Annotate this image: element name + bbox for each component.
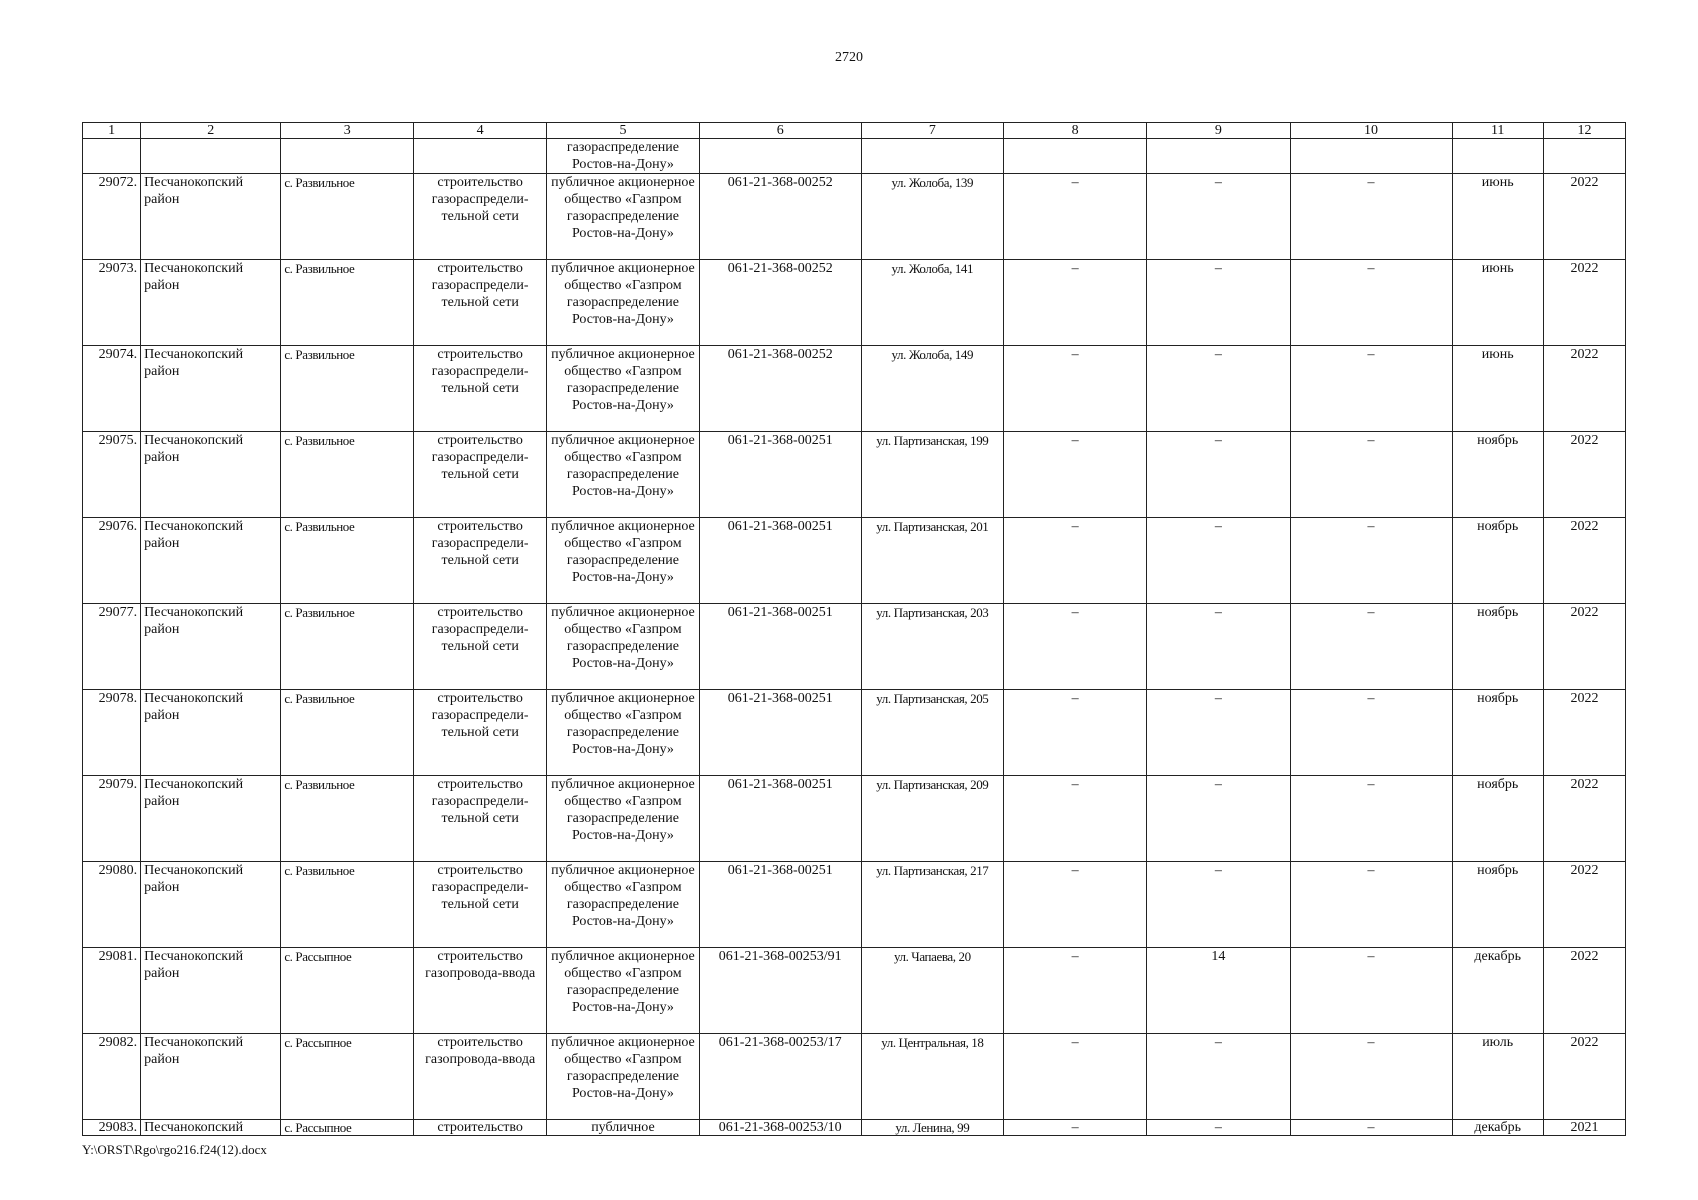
table-row <box>83 518 1626 604</box>
value-cell-8: – <box>1003 518 1146 604</box>
value-cell-10: – <box>1290 1034 1452 1120</box>
column-number-1: 1 <box>83 123 141 139</box>
table-body <box>83 139 1626 1136</box>
district-cell: Песчанокопский <box>141 1120 281 1136</box>
district-cell: Песчанокопский район <box>141 604 281 690</box>
year-cell: 2022 <box>1543 776 1625 862</box>
work-type-cell: строительство газораспредели-тельной сети <box>414 432 547 518</box>
district-cell: Песчанокопский район <box>141 948 281 1034</box>
owner-cell: публичное акционерное общество «Газпром газораспределение Ростов-на-Дону» <box>547 432 700 518</box>
registration-number-cell: 061-21-368-00251 <box>699 690 861 776</box>
registration-number-cell: 061-21-368-00252 <box>699 174 861 260</box>
column-number-5: 5 <box>547 123 700 139</box>
work-type-cell: строительство газораспредели-тельной сети <box>414 260 547 346</box>
registration-number-cell: 061-21-368-00253/17 <box>699 1034 861 1120</box>
value-cell-9: – <box>1147 1034 1290 1120</box>
month-cell: июнь <box>1452 260 1543 346</box>
work-type-cell: строительство газораспредели-тельной сети <box>414 346 547 432</box>
year-cell: 2021 <box>1543 1120 1625 1136</box>
month-cell: декабрь <box>1452 948 1543 1034</box>
owner-cell: газораспределение Ростов-на-Дону» <box>547 139 700 174</box>
settlement-cell: с. Рассыпное <box>281 1120 414 1136</box>
continuation-row <box>83 139 1626 174</box>
value-cell-9: – <box>1147 1120 1290 1136</box>
value-cell-9: 14 <box>1147 948 1290 1034</box>
row-number-cell: 29075. <box>83 432 141 518</box>
value-cell-8: – <box>1003 260 1146 346</box>
value-cell-10: – <box>1290 776 1452 862</box>
column-number-11: 11 <box>1452 123 1543 139</box>
row-number-cell: 29077. <box>83 604 141 690</box>
table-row <box>83 174 1626 260</box>
settlement-cell: с. Развильное <box>281 346 414 432</box>
column-number-row <box>83 123 1626 139</box>
row-number-cell: 29076. <box>83 518 141 604</box>
district-cell: Песчанокопский район <box>141 260 281 346</box>
value-cell-8: – <box>1003 1120 1146 1136</box>
column-number-2: 2 <box>141 123 281 139</box>
address-cell: ул. Центральная, 18 <box>861 1034 1003 1120</box>
row-number-cell: 29081. <box>83 948 141 1034</box>
value-cell-8: – <box>1003 862 1146 948</box>
value-cell-8: – <box>1003 432 1146 518</box>
address-cell: ул. Партизанская, 201 <box>861 518 1003 604</box>
year-cell: 2022 <box>1543 862 1625 948</box>
district-cell: Песчанокопский район <box>141 432 281 518</box>
owner-cell: публичное акционерное общество «Газпром газораспределение Ростов-на-Дону» <box>547 346 700 432</box>
value-cell-10: – <box>1290 862 1452 948</box>
value-cell-10: – <box>1290 432 1452 518</box>
value-cell-8: – <box>1003 1034 1146 1120</box>
district-cell: Песчанокопский район <box>141 346 281 432</box>
value-cell-8: – <box>1003 604 1146 690</box>
table-row <box>83 690 1626 776</box>
district-cell: Песчанокопский район <box>141 690 281 776</box>
owner-cell: публичное акционерное общество «Газпром газораспределение Ростов-на-Дону» <box>547 1034 700 1120</box>
work-type-cell: строительство газораспредели-тельной сети <box>414 862 547 948</box>
month-cell: июль <box>1452 1034 1543 1120</box>
table-row <box>83 260 1626 346</box>
value-cell-10: – <box>1290 604 1452 690</box>
value-cell-8: – <box>1003 174 1146 260</box>
district-cell: Песчанокопский район <box>141 862 281 948</box>
month-cell: ноябрь <box>1452 776 1543 862</box>
value-cell-8: – <box>1003 690 1146 776</box>
owner-cell: публичное <box>547 1120 700 1136</box>
table-row <box>83 346 1626 432</box>
work-type-cell: строительство газораспредели-тельной сети <box>414 604 547 690</box>
registration-number-cell: 061-21-368-00253/91 <box>699 948 861 1034</box>
value-cell-9: – <box>1147 604 1290 690</box>
owner-cell: публичное акционерное общество «Газпром газораспределение Ростов-на-Дону» <box>547 604 700 690</box>
column-number-8: 8 <box>1003 123 1146 139</box>
table-row <box>83 432 1626 518</box>
value-cell-10: – <box>1290 346 1452 432</box>
year-cell: 2022 <box>1543 432 1625 518</box>
value-cell-10: – <box>1290 948 1452 1034</box>
owner-cell: публичное акционерное общество «Газпром газораспределение Ростов-на-Дону» <box>547 948 700 1034</box>
work-type-cell: строительство <box>414 1120 547 1136</box>
year-cell: 2022 <box>1543 690 1625 776</box>
address-cell: ул. Ленина, 99 <box>861 1120 1003 1136</box>
table-row <box>83 948 1626 1034</box>
district-cell: Песчанокопский район <box>141 1034 281 1120</box>
year-cell: 2022 <box>1543 346 1625 432</box>
settlement-cell: с. Развильное <box>281 776 414 862</box>
column-number-3: 3 <box>281 123 414 139</box>
value-cell-9: – <box>1147 776 1290 862</box>
owner-cell: публичное акционерное общество «Газпром газораспределение Ростов-на-Дону» <box>547 260 700 346</box>
month-cell: ноябрь <box>1452 518 1543 604</box>
value-cell-8: – <box>1003 776 1146 862</box>
district-cell: Песчанокопский район <box>141 776 281 862</box>
settlement-cell: с. Развильное <box>281 690 414 776</box>
year-cell: 2022 <box>1543 1034 1625 1120</box>
owner-cell: публичное акционерное общество «Газпром газораспределение Ростов-на-Дону» <box>547 518 700 604</box>
row-number-cell: 29080. <box>83 862 141 948</box>
table-row <box>83 604 1626 690</box>
registration-number-cell: 061-21-368-00252 <box>699 346 861 432</box>
owner-cell: публичное акционерное общество «Газпром газораспределение Ростов-на-Дону» <box>547 776 700 862</box>
registration-number-cell: 061-21-368-00251 <box>699 518 861 604</box>
file-path-footer: Y:\ORST\Rgo\rgo216.f24(12).docx <box>82 1142 267 1157</box>
settlement-cell: с. Развильное <box>281 174 414 260</box>
address-cell: ул. Чапаева, 20 <box>861 948 1003 1034</box>
registration-number-cell: 061-21-368-00251 <box>699 432 861 518</box>
settlement-cell: с. Рассыпное <box>281 1034 414 1120</box>
column-number-7: 7 <box>861 123 1003 139</box>
row-number-cell: 29078. <box>83 690 141 776</box>
row-number-cell: 29082. <box>83 1034 141 1120</box>
work-type-cell: строительство газораспредели-тельной сети <box>414 690 547 776</box>
value-cell-10: – <box>1290 174 1452 260</box>
month-cell: июнь <box>1452 346 1543 432</box>
district-cell: Песчанокопский район <box>141 518 281 604</box>
work-type-cell: строительство газораспредели-тельной сети <box>414 174 547 260</box>
registration-number-cell: 061-21-368-00251 <box>699 776 861 862</box>
page-number: 2720 <box>835 50 863 65</box>
month-cell: декабрь <box>1452 1120 1543 1136</box>
address-cell: ул. Партизанская, 199 <box>861 432 1003 518</box>
work-type-cell: строительство газораспредели-тельной сети <box>414 518 547 604</box>
value-cell-9: – <box>1147 862 1290 948</box>
registry-table <box>82 122 1626 1136</box>
month-cell: ноябрь <box>1452 690 1543 776</box>
work-type-cell: строительство газопровода-ввода <box>414 948 547 1034</box>
column-number-6: 6 <box>699 123 861 139</box>
table-row <box>83 776 1626 862</box>
district-cell: Песчанокопский район <box>141 174 281 260</box>
column-number-4: 4 <box>414 123 547 139</box>
table-row <box>83 1034 1626 1120</box>
registration-number-cell: 061-21-368-00253/10 <box>699 1120 861 1136</box>
address-cell: ул. Партизанская, 209 <box>861 776 1003 862</box>
settlement-cell: с. Рассыпное <box>281 948 414 1034</box>
value-cell-10: – <box>1290 1120 1452 1136</box>
table-header <box>83 123 1626 139</box>
value-cell-9: – <box>1147 260 1290 346</box>
column-number-12: 12 <box>1543 123 1625 139</box>
month-cell: ноябрь <box>1452 604 1543 690</box>
registration-number-cell: 061-21-368-00251 <box>699 604 861 690</box>
registration-number-cell: 061-21-368-00252 <box>699 260 861 346</box>
year-cell: 2022 <box>1543 174 1625 260</box>
year-cell: 2022 <box>1543 260 1625 346</box>
value-cell-10: – <box>1290 518 1452 604</box>
settlement-cell: с. Развильное <box>281 604 414 690</box>
month-cell: ноябрь <box>1452 862 1543 948</box>
owner-cell: публичное акционерное общество «Газпром газораспределение Ростов-на-Дону» <box>547 690 700 776</box>
settlement-cell: с. Развильное <box>281 260 414 346</box>
work-type-cell: строительство газораспредели-тельной сети <box>414 776 547 862</box>
address-cell: ул. Партизанская, 205 <box>861 690 1003 776</box>
value-cell-10: – <box>1290 260 1452 346</box>
row-number-cell: 29072. <box>83 174 141 260</box>
value-cell-9: – <box>1147 432 1290 518</box>
value-cell-8: – <box>1003 948 1146 1034</box>
row-number-cell: 29073. <box>83 260 141 346</box>
column-number-9: 9 <box>1147 123 1290 139</box>
year-cell: 2022 <box>1543 604 1625 690</box>
settlement-cell: с. Развильное <box>281 518 414 604</box>
address-cell: ул. Партизанская, 217 <box>861 862 1003 948</box>
value-cell-10: – <box>1290 690 1452 776</box>
address-cell: ул. Жолоба, 141 <box>861 260 1003 346</box>
registration-number-cell: 061-21-368-00251 <box>699 862 861 948</box>
row-number-cell: 29074. <box>83 346 141 432</box>
year-cell: 2022 <box>1543 948 1625 1034</box>
value-cell-9: – <box>1147 690 1290 776</box>
row-number-cell: 29083. <box>83 1120 141 1136</box>
table-row <box>83 862 1626 948</box>
value-cell-9: – <box>1147 346 1290 432</box>
work-type-cell: строительство газопровода-ввода <box>414 1034 547 1120</box>
month-cell: ноябрь <box>1452 432 1543 518</box>
month-cell: июнь <box>1452 174 1543 260</box>
owner-cell: публичное акционерное общество «Газпром газораспределение Ростов-на-Дону» <box>547 862 700 948</box>
row-number-cell: 29079. <box>83 776 141 862</box>
value-cell-8: – <box>1003 346 1146 432</box>
column-number-10: 10 <box>1290 123 1452 139</box>
owner-cell: публичное акционерное общество «Газпром газораспределение Ростов-на-Дону» <box>547 174 700 260</box>
year-cell: 2022 <box>1543 518 1625 604</box>
value-cell-9: – <box>1147 174 1290 260</box>
address-cell: ул. Жолоба, 139 <box>861 174 1003 260</box>
settlement-cell: с. Развильное <box>281 432 414 518</box>
address-cell: ул. Жолоба, 149 <box>861 346 1003 432</box>
address-cell: ул. Партизанская, 203 <box>861 604 1003 690</box>
value-cell-9: – <box>1147 518 1290 604</box>
settlement-cell: с. Развильное <box>281 862 414 948</box>
table-row <box>83 1120 1626 1136</box>
